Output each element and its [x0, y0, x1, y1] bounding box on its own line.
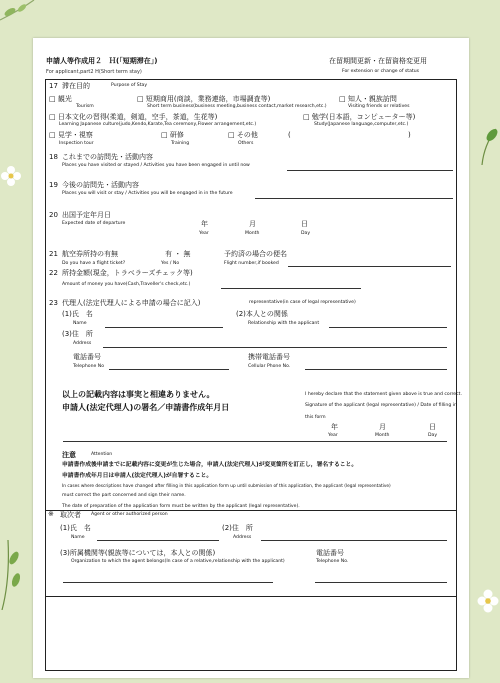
declaration-year-en: Year	[328, 433, 338, 438]
opt-business-en: Short term business(business meeting,business contact,market research,etc.)	[147, 104, 327, 109]
declaration-year-jp: 年	[331, 423, 338, 431]
agent-name-jp: (1)氏 名	[60, 524, 91, 532]
leaf-left-bottom-decoration	[0, 540, 24, 610]
declaration-month-jp: 月	[379, 423, 386, 431]
declaration-en-line2: Signature of the applicant (legal representative) / Date of filling in	[305, 403, 457, 408]
s18-label-jp: これまでの訪問先・活動内容	[62, 153, 153, 161]
s21-flight-jp: 予約済の場合の便名	[224, 250, 287, 258]
s20-day-en: Day	[301, 231, 311, 236]
agent-telephone-line[interactable]	[315, 582, 447, 583]
form-title-jp: 申請人等作成用２ Ｈ(「短期滞在」)	[46, 57, 158, 65]
agent-organization-line[interactable]	[63, 582, 273, 583]
s23-name-en: Name	[73, 321, 87, 326]
s23-relationship-en: Relationship with the applicant	[248, 321, 320, 326]
agent-address-en: Address	[233, 535, 252, 540]
checkbox-short-business[interactable]: □ 短期商用(商談，業務連絡，市場調査等)	[137, 95, 271, 103]
agent-mark: ※	[48, 510, 54, 518]
s17-number: 17	[49, 82, 58, 90]
agent-address-line[interactable]	[261, 540, 447, 541]
opt-tourism-en: Tourism	[76, 104, 94, 109]
attention-en-line1: In cases where descriptions have changed after filling in this application form up until submission of this application, the applicant (legal representative)	[62, 484, 391, 489]
s23-name-jp: (1)氏 名	[62, 310, 93, 318]
s22-answer-line[interactable]	[221, 288, 361, 289]
s23-telephone-line[interactable]	[109, 369, 229, 370]
s23-number: 23	[49, 299, 58, 307]
declaration-day-en: Day	[428, 433, 438, 438]
s19-number: 19	[49, 181, 58, 189]
agent-label-en: Agent or other authorized person	[91, 512, 168, 517]
s23-cellphone-en: Cellular Phone No.	[248, 364, 291, 369]
attention-label-en: Attention	[91, 452, 113, 457]
s23-cellphone-jp: 携帯電話番号	[248, 353, 290, 361]
attention-jp-line1: 申請書作成後申請までに記載内容に変更が生じた場合，申請人(法定代理人)が変更箇所を訂正し，署名すること。	[62, 462, 358, 468]
s22-label-jp: 所持金額(現金，トラベラーズチェック等)	[62, 269, 193, 277]
s21-label-jp: 航空券所持の有無	[62, 250, 118, 258]
checkbox-tourism[interactable]: □ 観光	[49, 95, 72, 103]
s21-label-en: Do you have a flight ticket?	[62, 261, 126, 266]
checkbox-others[interactable]: □ その他	[228, 131, 258, 139]
s17-label-jp: 滞在目的	[62, 82, 90, 90]
s23-name-line[interactable]	[105, 327, 223, 328]
s23-label-jp: 代理人(法定代理人による申請の場合に記入)	[62, 299, 201, 307]
agent-label-jp: 取次者	[60, 511, 81, 519]
checkbox-training[interactable]: □ 研修	[161, 131, 184, 139]
agent-telephone-en: Telephone No.	[316, 559, 349, 564]
declaration-day-jp: 日	[429, 423, 436, 431]
attention-en-line3: The date of preparation of the application form must be written by the applicant (legal representative).	[62, 504, 300, 509]
declaration-month-en: Month	[375, 433, 390, 438]
s19-label-en: Places you will visit or stay / Activities you will be engaged in in the future	[62, 191, 233, 196]
s20-year-en: Year	[199, 231, 209, 236]
s21-flight-line[interactable]	[288, 266, 451, 267]
s17-label-en: Purpose of Stay	[111, 83, 148, 88]
s20-label-en: Expected date of departure	[62, 221, 126, 226]
opt-culture-en: Learning Japanese culture(judo,Kendo,Karate,Tea ceremony,Flower arrangement,etc.)	[59, 122, 257, 127]
agent-organization-jp: (3)所属機関等(親族等については，本人との関係)	[60, 549, 216, 557]
s23-address-en: Address	[73, 341, 92, 346]
s23-cellphone-line[interactable]	[305, 369, 447, 370]
s20-month-en: Month	[245, 231, 260, 236]
s23-address-line[interactable]	[103, 347, 447, 348]
s23-telephone-en: Telephone No	[73, 364, 105, 369]
agent-organization-en: Organization to which the agent belongs(In case of a relative,relationship with the applicant)	[71, 559, 285, 564]
s20-number: 20	[49, 211, 58, 219]
checkbox-visiting[interactable]: □ 知人・親族訪問	[339, 95, 397, 103]
s20-label-jp: 出国予定年月日	[62, 211, 111, 219]
others-paren-open: (	[288, 131, 291, 139]
s21-yes-no-en: Yes / No	[161, 261, 180, 266]
declaration-jp-line1: 以上の記載内容は事実と相違ありません。	[62, 390, 215, 399]
checkbox-study[interactable]: □ 勉学(日本語，コンピューター等)	[303, 113, 416, 121]
s20-day-jp: 日	[301, 220, 308, 228]
form-purpose-en: For extension or change of status	[342, 69, 420, 74]
agent-section-divider	[45, 510, 457, 511]
s18-number: 18	[49, 153, 58, 161]
s21-flight-en: Flight number,if booked	[224, 261, 279, 266]
agent-name-line[interactable]	[97, 540, 219, 541]
s18-answer-line[interactable]	[287, 170, 453, 171]
attention-en-line2: must correct the part concerned and sign their name.	[62, 493, 186, 498]
opt-study-en: Study(Japanese language,computer,etc.)	[314, 122, 409, 127]
s19-label-jp: 今後の訪問先・活動内容	[62, 181, 139, 189]
attention-label-jp: 注意	[62, 451, 76, 459]
s18-label-en: Places you have visited or stayed / Activities you have been engaged in until now	[62, 163, 250, 168]
s22-number: 22	[49, 269, 58, 277]
declaration-en-line1: I hereby declare that the statement given above is true and correct.	[305, 392, 462, 397]
opt-training-en: Training	[171, 141, 190, 146]
signature-line[interactable]	[63, 441, 447, 442]
agent-telephone-jp: 電話番号	[316, 549, 344, 557]
declaration-jp-line2: 申請人(法定代理人)の署名／申請書作成年月日	[62, 403, 230, 412]
application-form-page	[33, 38, 469, 678]
checkbox-japanese-culture[interactable]: □ 日本文化の習得(柔道，剣道，空手，茶道，生花等)	[49, 113, 218, 121]
s23-relationship-line[interactable]	[329, 327, 447, 328]
leaf-right-decoration	[478, 125, 500, 165]
flower-right-bottom-decoration	[476, 588, 500, 614]
s21-number: 21	[49, 250, 58, 258]
agent-address-jp: (2)住 所	[222, 524, 253, 532]
s20-year-jp: 年	[201, 220, 208, 228]
checkbox-inspection[interactable]: □ 見学・視察	[49, 131, 93, 139]
opt-inspection-en: Inspection tour	[59, 141, 94, 146]
declaration-en-line3: this form	[305, 415, 326, 420]
s23-relationship-jp: (2)本人との関係	[236, 310, 288, 318]
opt-others-en: Others	[238, 141, 254, 146]
s23-telephone-jp: 電話番号	[73, 353, 101, 361]
s21-yes-no-jp[interactable]: 有 ・ 無	[165, 250, 191, 258]
opt-visiting-en: Visiting friends or relatives	[348, 104, 410, 109]
attention-jp-line2: 申請書作成年月日は申請人(法定代理人)が自署すること。	[62, 473, 213, 479]
others-paren-close: )	[408, 131, 411, 139]
s22-label-en: Amount of money you have(Cash,Traveller's check,etc.)	[62, 282, 191, 287]
s20-month-jp: 月	[249, 220, 256, 228]
form-title-en: For applicant,part2 H(Short term stay)	[46, 69, 142, 75]
s23-address-jp: (3)住 所	[62, 330, 93, 338]
s19-answer-line[interactable]	[255, 198, 453, 199]
agent-name-en: Name	[71, 535, 85, 540]
agent-bottom-divider	[45, 596, 457, 597]
form-purpose-jp: 在留期間更新・在留資格変更用	[329, 57, 427, 65]
s23-label-en: representative(in case of legal representative)	[249, 300, 356, 305]
flower-left-decoration	[0, 165, 22, 187]
